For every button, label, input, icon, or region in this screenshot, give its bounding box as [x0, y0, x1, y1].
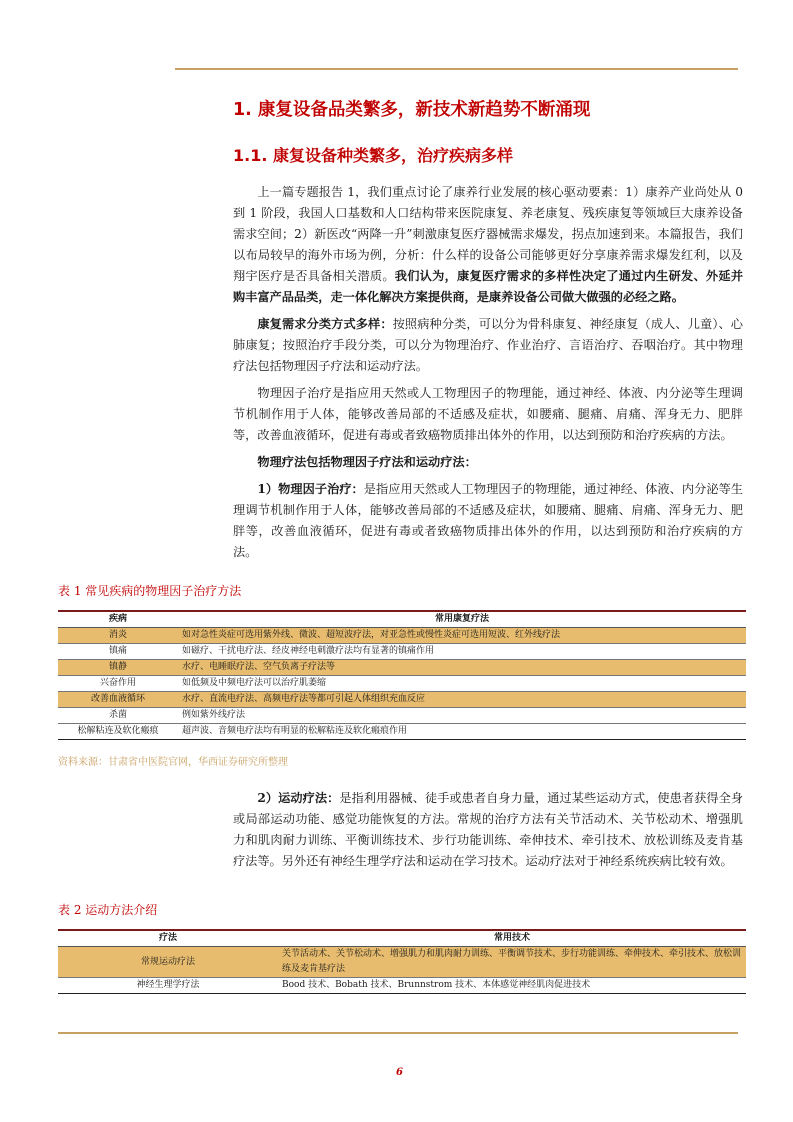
table-cell: 神经生理学疗法 [58, 978, 278, 994]
table-header-row [58, 611, 746, 628]
paragraph-intro: 上一篇专题报告 1，我们重点讨论了康养行业发展的核心驱动要素：1）康养产业尚处从 0 到 1 阶段，我国人口基数和人口结构带来医院康复、养老康复、残疾康复等领域巨大康养设备需求空间；2）新医改“两降一升”刺激康复医疗器械需求爆发，拐点加速到来。本篇报告，我们以布局较早的海外市场为例，分析：什么样的设备公司能够更好分享康养需求爆发红利，以及翔宇医疗是否具备相关潜质。我们认为，康复医疗需求的多样性决定了通过内生研发、外延并购丰富产品品类，走一体化解决方案提供商，是康养设备公司做大做强的必经之路。 [233, 185, 744, 304]
table-cell: 消炎 [58, 628, 178, 644]
table-1-caption: 表 1 常见疾病的物理因子治疗方法 [58, 584, 242, 598]
table-2-caption: 表 2 运动方法介绍 [58, 903, 158, 917]
table-cell: 杀菌 [58, 708, 178, 724]
body-block-1 [233, 182, 743, 563]
table-cell: 松解粘连及软化瘢痕 [58, 724, 178, 740]
paragraph-therapy-types: 物理疗法包括物理因子疗法和运动疗法： [257, 455, 477, 469]
table-cell: 如磁疗、干扰电疗法、经皮神经电刺激疗法均有显著的镇痛作用 [178, 644, 746, 660]
paragraph-physical-factor-therapy: 1）物理因子治疗：是指应用天然或人工物理因子的物理能，通过神经、体液、内分泌等生理调节机制作用于人体，能够改善局部的不适感及症状，如腰痛、腿痛、肩痛、浑身无力、肥胖等，改善血液循环，促进有毒或者致癌物质排出体外的作用，以达到预防和治疗疾病的方法。 [233, 482, 744, 559]
table-cell: Bood 技术、Bobath 技术、Brunnstrom 技术、本体感觉神经肌肉促进技术 [278, 978, 746, 994]
table-row [58, 978, 746, 994]
header-rule [175, 68, 738, 70]
table-cell: 例如紫外线疗法 [178, 708, 746, 724]
table-row [58, 660, 746, 676]
key-conclusion: 我们认为，康复医疗需求的多样性决定了通过内生研发、外延并购丰富产品品类，走一体化解决方案提供商，是康养设备公司做大做强的必经之路。 [233, 269, 744, 304]
table-cell: 如对急性炎症可选用紫外线、微波、超短波疗法，对亚急性或慢性炎症可选用短波、红外线疗法 [178, 628, 746, 644]
table-header-cell: 常用技术 [278, 930, 746, 947]
table-cell: 如低频及中频电疗法可以治疗肌萎缩 [178, 676, 746, 692]
heading-1: 1. 康复设备品类繁多，新技术新趋势不断涌现 [233, 100, 591, 120]
table-cell: 超声波、音频电疗法均有明显的松解粘连及软化瘢痕作用 [178, 724, 746, 740]
paragraph-physical-factor: 物理因子治疗是指应用天然或人工物理因子的物理能，通过神经、体液、内分泌等生理调节机制作用于人体，能够改善局部的不适感及症状，如腰痛、腿痛、肩痛、浑身无力、肥胖等，改善血液循环，促进有毒或者致癌物质排出体外的作用，以达到预防和治疗疾病的方法。 [233, 386, 743, 442]
table-cell: 镇静 [58, 660, 178, 676]
table-cell: 水疗、电睡眠疗法、空气负离子疗法等 [178, 660, 746, 676]
table-cell: 改善血液循环 [58, 692, 178, 708]
page-number: 6 [396, 1067, 403, 1078]
table-cell: 兴奋作用 [58, 676, 178, 692]
table-row [58, 692, 746, 708]
table-header-cell: 常用康复疗法 [178, 611, 746, 628]
table-row [58, 644, 746, 660]
paragraph-classification: 康复需求分类方式多样：按照病种分类，可以分为骨科康复、神经康复（成人、儿童）、心肺康复；按照治疗手段分类，可以分为物理治疗、作业治疗、言语治疗、吞咽治疗。其中物理疗法包括物理因子疗法和运动疗法。 [233, 317, 743, 373]
body-block-2 [233, 788, 743, 872]
table-2 [58, 929, 746, 994]
table-row [58, 724, 746, 740]
table-1 [58, 610, 746, 740]
table-row [58, 628, 746, 644]
table-header-cell: 疾病 [58, 611, 178, 628]
table-header-cell: 疗法 [58, 930, 278, 947]
heading-1-1: 1.1. 康复设备种类繁多，治疗疾病多样 [233, 146, 513, 165]
table-cell: 水疗、直流电疗法、高频电疗法等都可引起人体组织充血反应 [178, 692, 746, 708]
paragraph-exercise-therapy: 2）运动疗法：是指利用器械、徒手或患者自身力量，通过某些运动方式，使患者获得全身或局部运动功能、感觉功能恢复的方法。常规的治疗方法有关节活动术、关节松动术、增强肌力和肌肉耐力训练、平衡训练技术、步行功能训练、牵伸技术、牵引技术、放松训练及麦肯基疗法等。另外还有神经生理学疗法和运动在学习技术。运动疗法对于神经系统疾病比较有效。 [233, 791, 744, 868]
table-row [58, 708, 746, 724]
source-note: 资料来源：甘肃省中医院官网，华西证券研究所整理 [58, 757, 288, 768]
table-row [58, 676, 746, 692]
table-header-row [58, 930, 746, 947]
table-cell: 关节活动术、关节松动术、增强肌力和肌肉耐力训练、平衡调节技术、步行功能训练、牵伸技术、牵引技术、放松训练及麦肯基疗法 [278, 947, 746, 978]
footer-rule [58, 1032, 738, 1034]
table-row [58, 947, 746, 978]
table-cell: 镇痛 [58, 644, 178, 660]
table-cell: 常规运动疗法 [58, 947, 278, 978]
